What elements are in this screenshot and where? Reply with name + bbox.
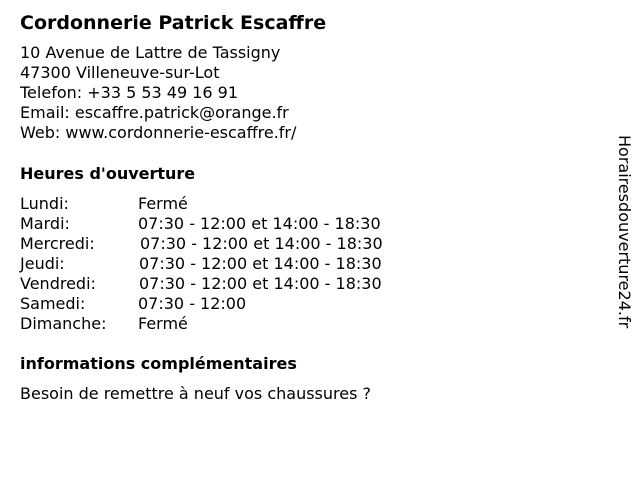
day-label: Vendredi: — [20, 274, 96, 293]
day-label: Lundi: — [20, 194, 69, 213]
day-label: Mardi: — [20, 214, 70, 233]
time-value: 07:30 - 12:00 — [138, 294, 247, 313]
day-label: Samedi: — [20, 294, 86, 313]
street-address: 10 Avenue de Lattre de Tassigny — [20, 43, 281, 62]
website: Web: www.cordonnerie-escaffre.fr/ — [20, 123, 297, 142]
site-watermark: Horairesdouverture24.fr — [615, 135, 634, 329]
time-value: 07:30 - 12:00 et 14:00 - 18:30 — [140, 234, 383, 253]
time-value: 07:30 - 12:00 et 14:00 - 18:30 — [138, 214, 381, 233]
day-label: Jeudi: — [20, 254, 65, 273]
time-value: 07:30 - 12:00 et 14:00 - 18:30 — [139, 254, 382, 273]
city-address: 47300 Villeneuve-sur-Lot — [20, 63, 220, 82]
info-heading: informations complémentaires — [20, 354, 297, 373]
business-name: Cordonnerie Patrick Escaffre — [20, 12, 327, 34]
time-value: 07:30 - 12:00 et 14:00 - 18:30 — [139, 274, 382, 293]
time-value: Fermé — [138, 314, 188, 333]
email-address: Email: escaffre.patrick@orange.fr — [20, 103, 289, 122]
info-text: Besoin de remettre à neuf vos chaussures ? — [20, 384, 371, 403]
day-label: Mercredi: — [20, 234, 95, 253]
hours-heading: Heures d'ouverture — [20, 164, 196, 183]
day-label: Dimanche: — [20, 314, 107, 333]
time-value: Fermé — [138, 194, 188, 213]
phone-number: Telefon: +33 5 53 49 16 91 — [20, 83, 239, 102]
address-block — [20, 43, 296, 143]
